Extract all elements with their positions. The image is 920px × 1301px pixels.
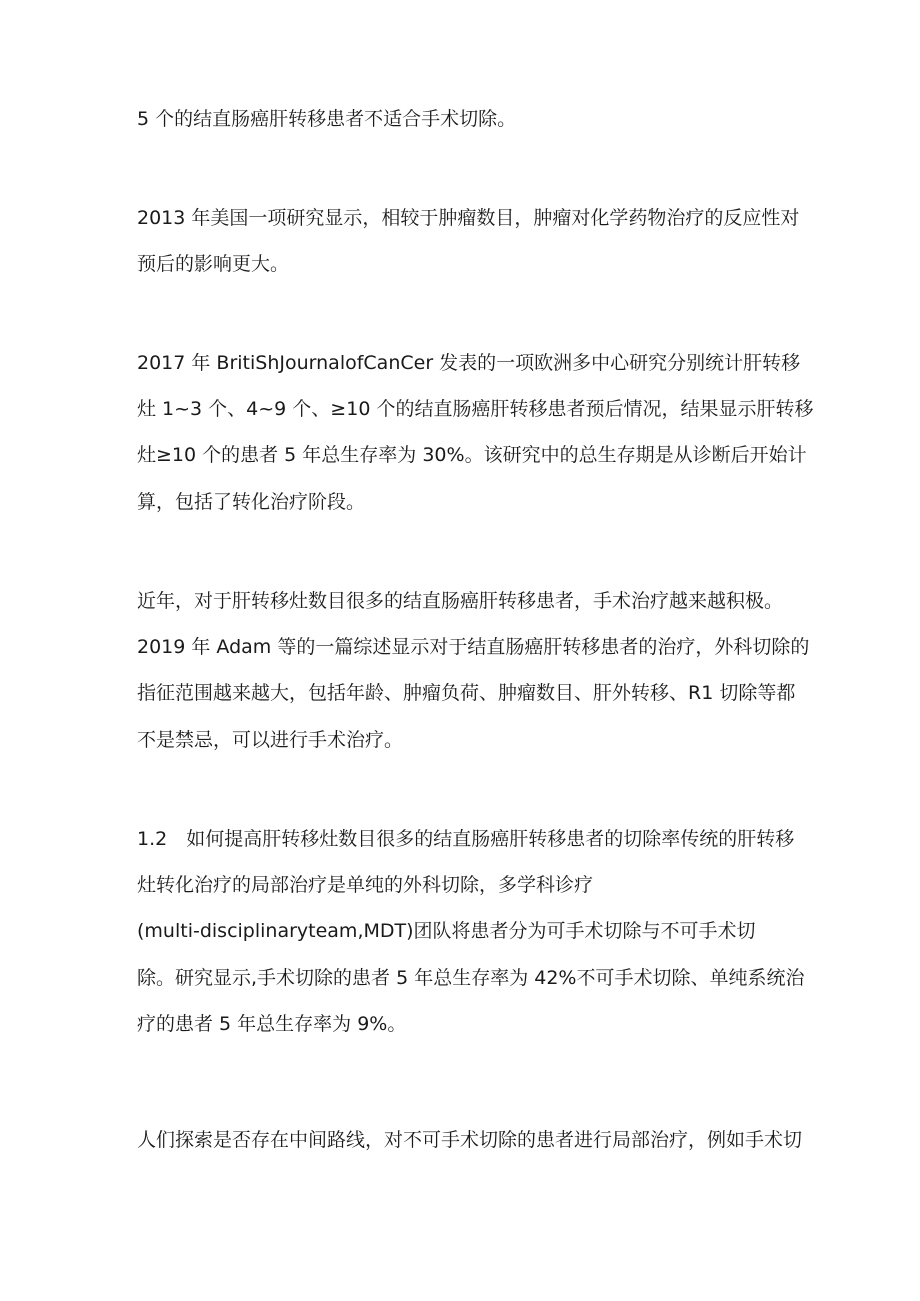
paragraph-4-line-1: 近年，对于肝转移灶数目很多的结直肠癌肝转移患者，手术治疗越来越积极。	[137, 590, 784, 612]
paragraph-6-line-1: 人们探索是否存在中间路线，对不可手术切除的患者进行局部治疗，例如手术切	[137, 1129, 803, 1151]
paragraph-5-line-4: 除。研究显示,手术切除的患者 5 年总生存率为 42%不可手术切除、单纯系统治	[137, 967, 805, 989]
paragraph-5-line-2: 灶转化治疗的局部治疗是单纯的外科切除，多学科诊疗	[137, 874, 594, 896]
paragraph-4-line-2: 2019 年 Adam 等的一篇综述显示对于结直肠癌肝转移患者的治疗，外科切除的	[137, 636, 810, 658]
paragraph-2-line-1: 2013 年美国一项研究显示，相较于肿瘤数目，肿瘤对化学药物治疗的反应性对	[137, 207, 800, 229]
paragraph-4-line-4: 不是禁忌，可以进行手术治疗。	[137, 729, 404, 751]
paragraph-1-line-1: 5 个的结直肠癌肝转移患者不适合手术切除。	[137, 108, 517, 130]
paragraph-3-line-1: 2017 年 BritiShJournalofCanCer 发表的一项欧洲多中心研究分别统计肝转移	[137, 352, 801, 374]
paragraph-5-line-1: 1.2 如何提高肝转移灶数目很多的结直肠癌肝转移患者的切除率传统的肝转移	[137, 828, 795, 850]
paragraph-5-line-3: (multi-disciplinaryteam,MDT)团队将患者分为可手术切除与不可手术切	[137, 920, 756, 942]
paragraph-3-line-3: 灶≥10 个的患者 5 年总生存率为 30%。该研究中的总生存期是从诊断后开始计	[137, 444, 807, 466]
paragraph-5-line-5: 疗的患者 5 年总生存率为 9%。	[137, 1013, 407, 1035]
paragraph-3-line-4: 算，包括了转化治疗阶段。	[137, 491, 366, 513]
paragraph-2-line-2: 预后的影响更大。	[137, 253, 290, 275]
paragraph-4-line-3: 指征范围越来越大，包括年龄、肿瘤负荷、肿瘤数目、肝外转移、R1 切除等都	[137, 682, 796, 704]
paragraph-3-line-2: 灶 1~3 个、4~9 个、≥10 个的结直肠癌肝转移患者预后情况，结果显示肝转移	[137, 398, 814, 420]
